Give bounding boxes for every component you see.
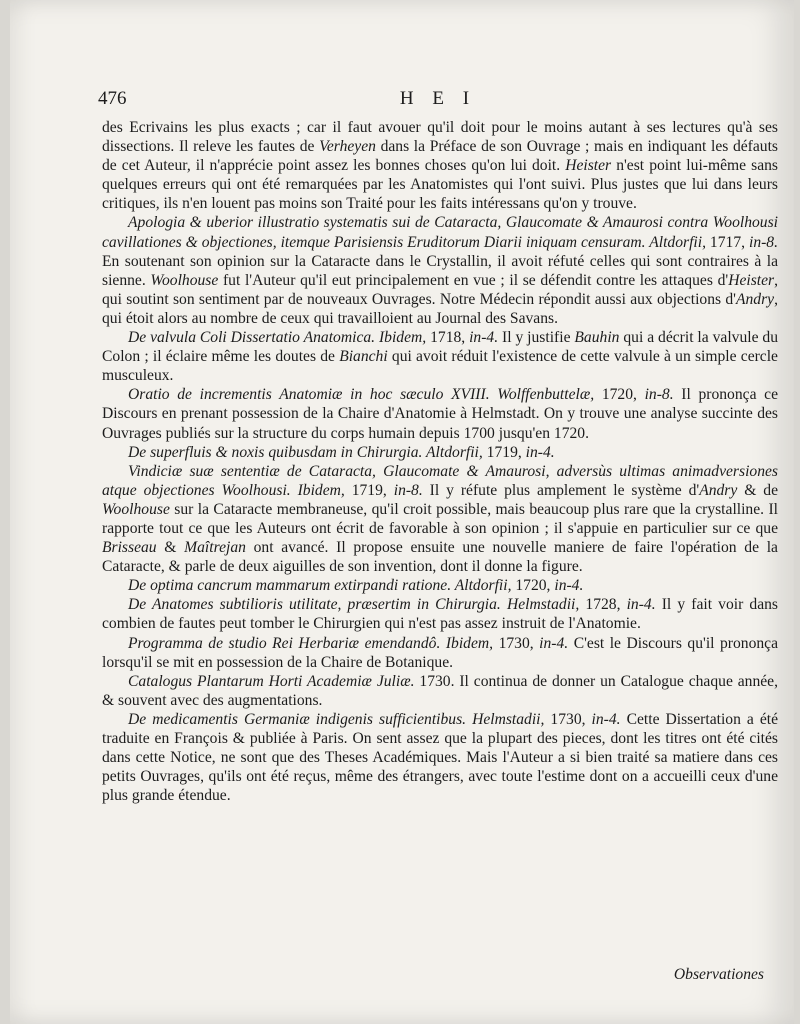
italic-text: in-4.	[525, 443, 555, 461]
text-run: 1730,	[493, 634, 540, 652]
italic-text: De valvula Coli Dissertatio Anatomica. Ibidem,	[128, 329, 427, 347]
page-number: 476	[98, 88, 127, 109]
text-run: 1720,	[511, 577, 555, 595]
italic-text: Bauhin	[574, 329, 620, 347]
bibliography-entry	[102, 595, 778, 633]
italic-text: in-4.	[539, 634, 569, 652]
catchword: Observationes	[673, 966, 764, 983]
body-text	[102, 118, 778, 805]
text-run: , qui soutint son sentiment par de nouveaux Ouvrages. Notre Médecin répondit aussi aux objections d'	[102, 271, 778, 308]
text-run: 1719,	[344, 481, 394, 499]
bibliography-entry	[102, 576, 778, 595]
italic-text: De Anatomes subtilioris utilitate, præsertim in Chirurgia. Helmstadii,	[128, 596, 580, 614]
italic-text: Brisseau	[102, 539, 157, 557]
italic-text: Heister	[565, 157, 612, 175]
text-run: qui a décrit la valvule du Colon ; il éclaire même les doutes de	[102, 329, 779, 366]
italic-text: in-4.	[591, 710, 621, 728]
text-run: &	[156, 539, 185, 557]
italic-text: Heister	[728, 271, 775, 289]
text-run: 1718,	[426, 329, 470, 347]
italic-text: Vindiciæ suæ sententiæ de Cataracta, Glaucomate & Amaurosi, adversùs ultimas animadversiones atque objectiones Woolhousi. Ibidem,	[102, 462, 778, 499]
bibliography-entry	[102, 385, 778, 442]
italic-text: in-4.	[469, 329, 499, 347]
italic-text: in-8.	[393, 481, 423, 499]
book-page	[10, 0, 794, 1024]
italic-text: Apologia & uberior illustratio systematis sui de Cataracta, Glaucomate & Amaurosi contra Woolhousi cavillationes & objectiones, itemque Parisiensis Eruditorum Diarii iniquam censuram. Altdorfii,	[102, 214, 778, 251]
italic-text: in-4.	[626, 596, 656, 614]
italic-text: Woolhouse	[102, 500, 170, 518]
bibliography-entry	[102, 213, 778, 328]
bibliography-entry	[102, 443, 778, 462]
running-head	[98, 88, 778, 112]
italic-text: Programma de studio Rei Herbariæ emendandô. Ibidem,	[128, 634, 494, 652]
text-run: 1728,	[579, 596, 627, 614]
text-run: ont avancé. Il propose ensuite une nouvelle maniere de faire l'opération de la Cataracte, & parle de deux aiguilles de son invention, dont il donne la figure.	[102, 539, 778, 576]
bibliography-entry	[102, 462, 778, 577]
text-run: & de	[737, 481, 778, 499]
bibliography-entry	[102, 710, 778, 805]
text-run: Il y fait voir dans combien de fautes peut tomber le Chirurgien qui n'est pas assez instruit de l'Anatomie.	[102, 596, 778, 633]
text-run: 1730,	[544, 710, 592, 728]
text-run: sur la Cataracte membraneuse, qu'il croit possible, mais beaucoup plus rare que la crystalline. Il rapporte tout ce que les Auteurs ont écrit de favorable à son opinion ; il s'appuie en particulier sur ce que	[102, 500, 778, 537]
text-run: En soutenant son opinion sur la Cataracte dans le Crystallin, il avoit réfuté celles qui sont contraires à la sienne.	[102, 252, 778, 289]
bibliography-entry	[102, 328, 778, 385]
text-run: Il prononça ce Discours en prenant possession de la Chaire d'Anatomie à Helmstadt. On y trouve une analyse succinte des Ouvrages publiés sur la structure du corps humain depuis 1700 jusqu'en 1720.	[102, 386, 778, 442]
text-run: , qui étoit alors au nombre de ceux qui travailloient au Journal des Savans.	[102, 290, 778, 327]
text-run: 1719,	[482, 443, 526, 461]
italic-text: Maîtrejan	[184, 539, 246, 557]
italic-text: Andry	[699, 481, 738, 499]
text-run: 1730. Il continua de donner un Catalogue chaque année, & souvent avec des augmentations.	[102, 672, 779, 709]
italic-text: in-8.	[644, 386, 674, 404]
bibliography-entry	[102, 634, 778, 672]
text-run: qui avoit réduit l'existence de cette valvule à un simple cercle musculeux.	[102, 348, 778, 385]
text-run: 1720,	[594, 386, 645, 404]
text-run: 1717,	[705, 233, 749, 251]
text-run: Il y réfute plus amplement le système d'	[422, 481, 700, 499]
text-run: Cette Dissertation a été traduite en François & publiée à Paris. On sent assez que la plupart des pieces, dont les titres ont été cités dans cette Notice, ne sont que des Theses Académiques. Mais l'Auteur a si bien traité sa matiere dans ces petits Ouvrages, qu'ils ont été reçus, même des étrangers, avec toute l'estime dont on a accueilli ceux d'une plus grande étendue.	[102, 710, 778, 805]
text-run: C'est le Discours qu'il prononça lorsqu'il se mit en possession de la Chaire de Botanique.	[102, 634, 779, 671]
italic-text: De optima cancrum mammarum extirpandi ratione. Altdorfii,	[128, 577, 512, 595]
running-title: H E I	[399, 88, 477, 109]
continuation-paragraph	[102, 118, 778, 213]
italic-text: De superfluis & noxis quibusdam in Chirurgia. Altdorfii,	[128, 443, 483, 461]
italic-text: in-4.	[554, 577, 584, 595]
text-run: fut l'Auteur qu'il eut principalement en vue ; il se défendit contre les attaques d'	[218, 271, 729, 289]
italic-text: Andry	[735, 290, 775, 308]
italic-text: De medicamentis Germaniæ indigenis sufficientibus. Helmstadii,	[128, 710, 545, 728]
italic-text: Catalogus Plantarum Horti Academiæ Juliæ.	[128, 672, 415, 690]
text-run: des Ecrivains les plus exacts ; car il faut avouer qu'il doit pour le moins autant à ses lectures qu'à ses dissections. Il releve les fautes de	[102, 119, 778, 156]
text-run: Il y justifie	[498, 329, 575, 347]
italic-text: Woolhouse	[150, 271, 219, 289]
italic-text: Verheyen	[319, 138, 376, 156]
text-run: n'est point lui-même sans quelques erreurs qui ont été remarquées par les Anatomistes qui l'ont suivi. Plus justes que lui dans leurs critiques, ils n'en louent pas moins son Traité pour les faits intéressans qu'on y trouve.	[102, 157, 778, 213]
bibliography-entry	[102, 672, 778, 710]
italic-text: Oratio de incrementis Anatomiæ in hoc sæculo XVIII. Wolffenbuttelæ,	[128, 386, 595, 404]
text-run: dans la Préface de son Ouvrage ; mais en indiquant les défauts de cet Auteur, il n'apprécie point assez les bonnes choses qu'on lui doit.	[102, 138, 778, 175]
italic-text: Bianchi	[339, 348, 388, 366]
italic-text: in-8.	[748, 233, 779, 251]
